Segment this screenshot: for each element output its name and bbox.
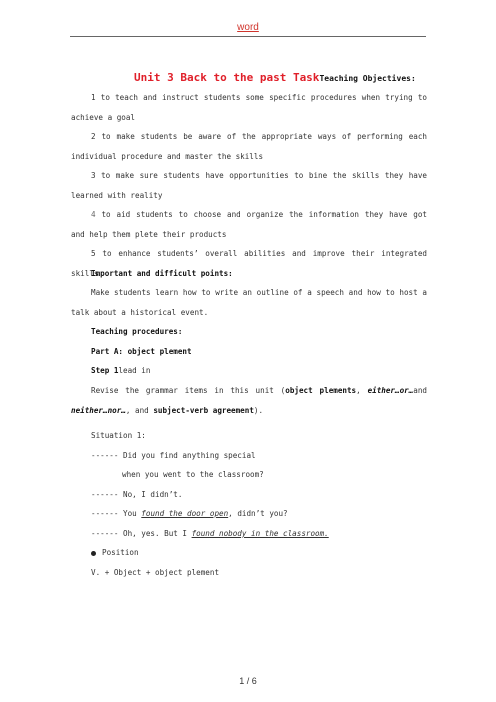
revise-end: ). (253, 405, 264, 415)
step-text: lead in (118, 366, 151, 375)
objectives-heading: Teaching Objectives: (319, 74, 416, 83)
objective-3: 3 to make sure students have opportunities to bine the skills they have learned with reality (71, 171, 427, 200)
dialogue-q1b: when you went to the classroom? (122, 470, 264, 479)
revise-pre: Revise the grammar items in this unit ( (91, 386, 286, 395)
situation-label: Situation 1: (91, 431, 146, 440)
a2-pre: ------ Oh, yes. But I (91, 529, 192, 538)
dialogue-q2 (91, 509, 288, 519)
dialogue-q1a: ------ Did you find anything special (91, 451, 256, 460)
page-number: 1 / 6 (239, 676, 257, 686)
q2-underlined: found the door open (141, 509, 229, 518)
bullet-icon (91, 551, 96, 556)
procedures-heading: Teaching procedures: (91, 327, 183, 336)
part-a-heading: Part A: object plement (91, 347, 192, 356)
position-label: Position (102, 548, 139, 557)
objective-5: 5 to enhance students’ overall abilities and improve their integrated skills (71, 249, 427, 278)
a2-underlined: found nobody in the classroom. (191, 529, 329, 538)
document-title (134, 66, 416, 85)
important-heading: Important and difficult points: (91, 269, 233, 278)
dialogue-a1: ------ No, I didn’t. (91, 490, 183, 499)
objective-4 (71, 205, 427, 244)
revise-sep2: , and (125, 405, 154, 415)
important-text: Make students learn how to write an outline of a speech and how to host a talk about a historical event. (71, 288, 427, 317)
q2-pre: ------ You (91, 509, 142, 518)
formula-line: V. + Object + object plement (91, 568, 220, 577)
revise-subject-verb: subject-verb agreement (153, 405, 254, 415)
unit-title: Unit 3 Back to the past Task (134, 71, 320, 84)
header-divider (70, 36, 426, 37)
revise-sep1: , (356, 386, 368, 395)
objective-4-text: to aid students to choose and organize the information they have got and help them plete their products (71, 210, 427, 239)
q2-post: , didn’t you? (228, 509, 288, 518)
revise-neither-nor: neither…nor… (71, 405, 126, 415)
revise-object-plements: object plements (285, 386, 357, 395)
header-word-link[interactable]: word (237, 22, 259, 33)
revise-paragraph (71, 381, 427, 420)
objective-4-number: 4 (91, 210, 96, 219)
dialogue-a2 (91, 529, 329, 539)
revise-either-or: either…or… (367, 386, 414, 395)
step-1 (71, 361, 427, 381)
position-bullet (91, 548, 139, 558)
step-label: Step 1 (91, 366, 119, 375)
objective-2: 2 to make students be aware of the appropriate ways of performing each individual procedure and master the skills (71, 132, 427, 161)
revise-and: and (413, 386, 427, 395)
objective-1: 1 to teach and instruct students some specific procedures when trying to achieve a goal (71, 93, 427, 122)
